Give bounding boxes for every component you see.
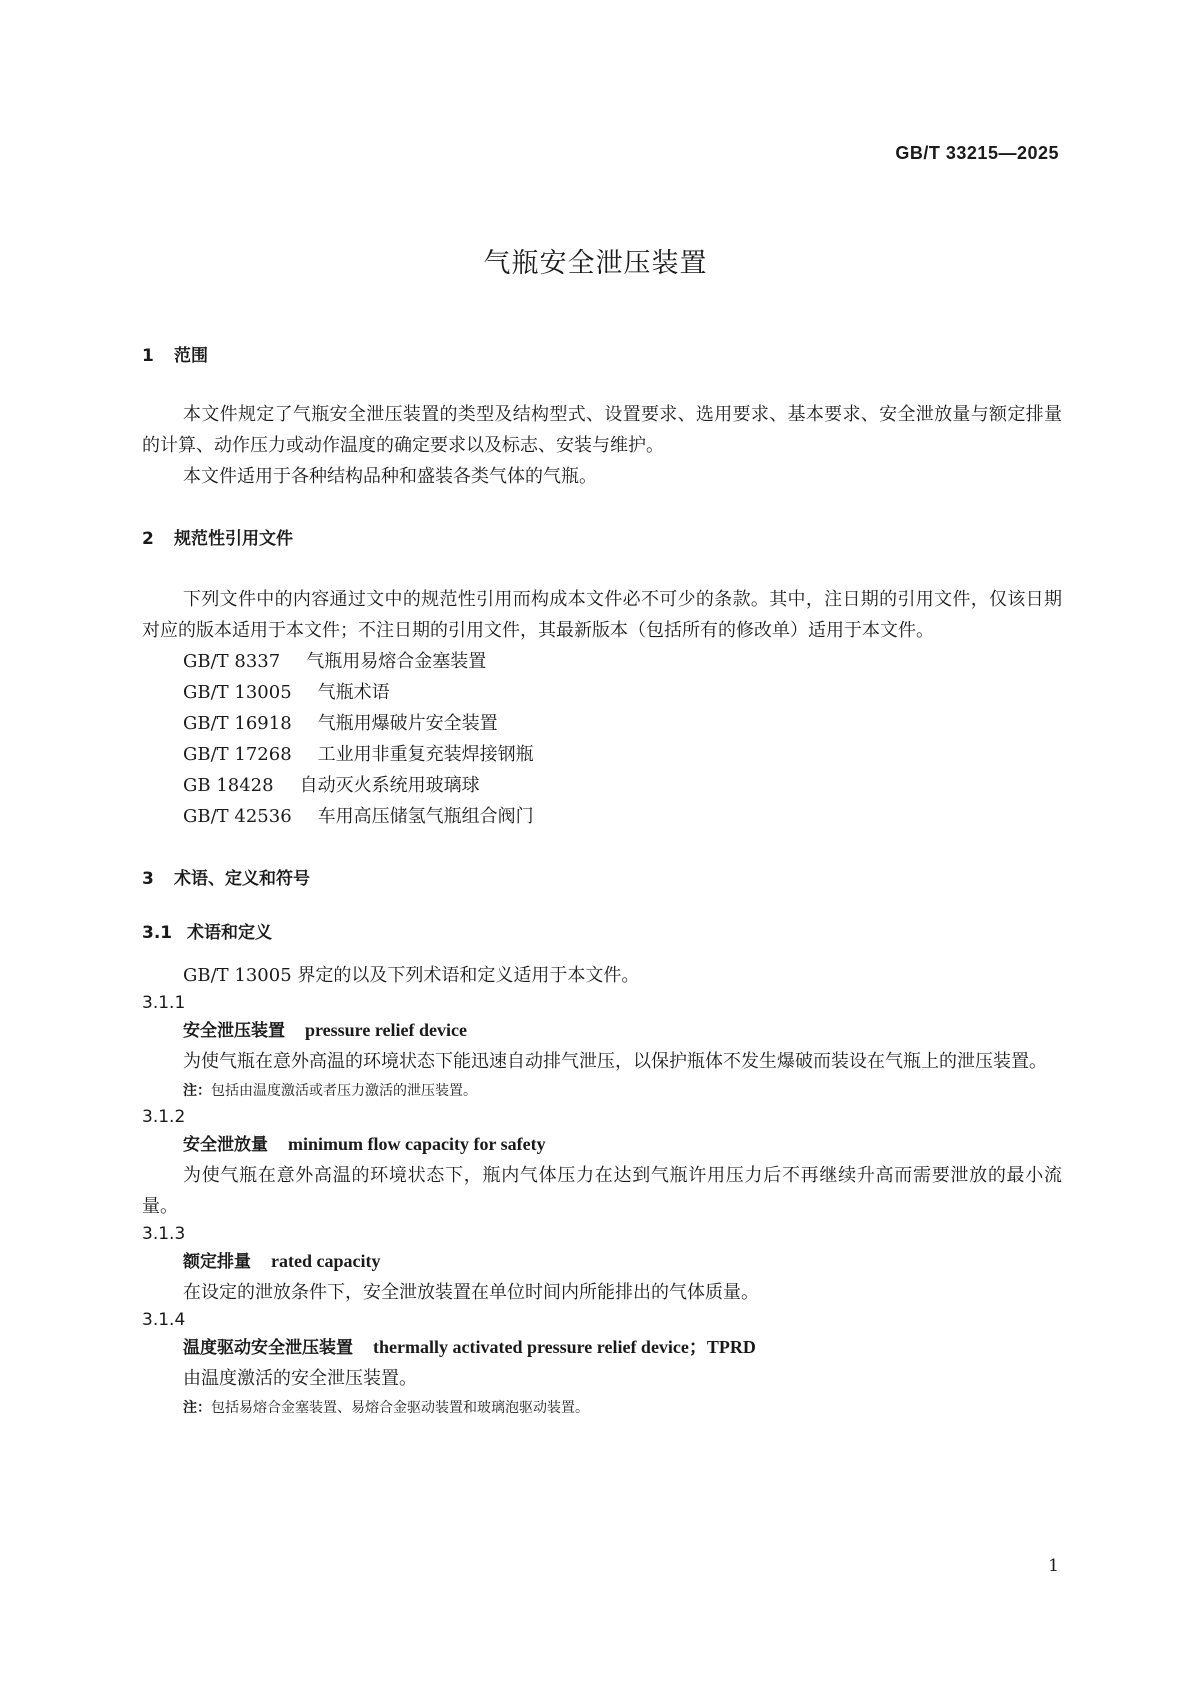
term-chinese: 额定排量	[183, 1252, 251, 1272]
term-heading	[142, 1246, 1062, 1277]
section-heading-scope	[142, 345, 1062, 367]
term-note	[142, 1394, 1062, 1422]
reference-code: GB/T 17268	[183, 744, 292, 765]
term-heading	[142, 1129, 1062, 1160]
term-definition: 由温度激活的安全泄压装置。	[183, 1368, 417, 1389]
terms-intro: GB/T 13005 界定的以及下列术语和定义适用于本文件。	[183, 965, 640, 986]
subsection-number: 3.1	[142, 923, 173, 943]
section-number: 3	[142, 869, 154, 889]
reference-item	[142, 677, 1062, 708]
term-number: 3.1.1	[142, 993, 186, 1013]
reference-code: GB/T 16918	[183, 713, 292, 734]
note-label: 注：	[183, 1083, 211, 1099]
reference-item	[142, 801, 1062, 832]
term-english: minimum flow capacity for safety	[288, 1134, 546, 1154]
term-number: 3.1.2	[142, 1107, 186, 1127]
section-title: 范围	[174, 346, 208, 366]
term-chinese: 安全泄压装置	[183, 1021, 285, 1041]
reference-title: 气瓶用易熔合金塞装置	[306, 651, 487, 672]
reference-title: 车用高压储氢气瓶组合阀门	[317, 806, 534, 827]
reference-title: 气瓶术语	[317, 682, 390, 703]
term-heading	[142, 1015, 1062, 1046]
reference-item	[142, 770, 1062, 801]
reference-item	[142, 646, 1062, 677]
term-definition: 在设定的泄放条件下，安全泄放装置在单位时间内所能排出的气体质量。	[183, 1282, 759, 1303]
scope-paragraph: 本文件适用于各种结构品种和盛装各类气体的气瓶。	[183, 466, 597, 487]
standard-number: GB/T 33215—2025	[895, 143, 1059, 163]
subsection-title: 术语和定义	[187, 923, 272, 943]
section-heading-terms	[142, 868, 1062, 890]
note-text: 包括易熔合金塞装置、易熔合金驱动装置和玻璃泡驱动装置。	[211, 1400, 589, 1416]
term-number: 3.1.4	[142, 1310, 186, 1330]
section-number: 1	[142, 346, 154, 366]
section-heading-normative-references	[142, 528, 1062, 550]
term-chinese: 安全泄放量	[183, 1135, 268, 1155]
section-title: 术语、定义和符号	[174, 869, 310, 889]
section-title: 规范性引用文件	[174, 529, 293, 549]
document-title: 气瓶安全泄压装置	[483, 248, 708, 279]
term-english: rated capacity	[271, 1251, 381, 1271]
reference-title: 工业用非重复充装焊接钢瓶	[317, 744, 534, 765]
reference-code: GB/T 13005	[183, 682, 292, 703]
note-text: 包括由温度激活或者压力激活的泄压装置。	[211, 1083, 477, 1099]
reference-code: GB/T 8337	[183, 651, 281, 672]
reference-title: 自动灭火系统用玻璃球	[299, 775, 480, 796]
subsection-heading-terms-definitions	[142, 922, 1062, 944]
normative-refs-intro: 下列文件中的内容通过文中的规范性引用而构成本文件必不可少的条款。其中，注日期的引用文件，仅该日期对应的版本适用于本文件；不注日期的引用文件，其最新版本（包括所有的修改单）适用于本文件。	[142, 589, 1062, 641]
reference-item	[142, 739, 1062, 770]
note-label: 注：	[183, 1400, 211, 1416]
term-number: 3.1.3	[142, 1224, 186, 1244]
term-note	[142, 1077, 1062, 1105]
section-number: 2	[142, 529, 154, 549]
term-chinese: 温度驱动安全泄压装置	[183, 1338, 353, 1358]
reference-code: GB/T 42536	[183, 806, 292, 827]
reference-code: GB 18428	[183, 775, 274, 796]
reference-item	[142, 708, 1062, 739]
term-definition: 为使气瓶在意外高温的环境状态下，瓶内气体压力在达到气瓶许用压力后不再继续升高而需要泄放的最小流量。	[142, 1165, 1062, 1217]
term-heading	[142, 1332, 1062, 1363]
scope-paragraph: 本文件规定了气瓶安全泄压装置的类型及结构型式、设置要求、选用要求、基本要求、安全泄放量与额定排量的计算、动作压力或动作温度的确定要求以及标志、安装与维护。	[142, 404, 1062, 456]
reference-title: 气瓶用爆破片安全装置	[317, 713, 498, 734]
term-english: thermally activated pressure relief device；TPRD	[373, 1337, 756, 1357]
page-number: 1	[1048, 1556, 1059, 1576]
term-definition: 为使气瓶在意外高温的环境状态下能迅速自动排气泄压，以保护瓶体不发生爆破而装设在气瓶上的泄压装置。	[183, 1051, 1047, 1072]
term-english: pressure relief device	[305, 1020, 467, 1040]
document-body	[142, 345, 1062, 1422]
